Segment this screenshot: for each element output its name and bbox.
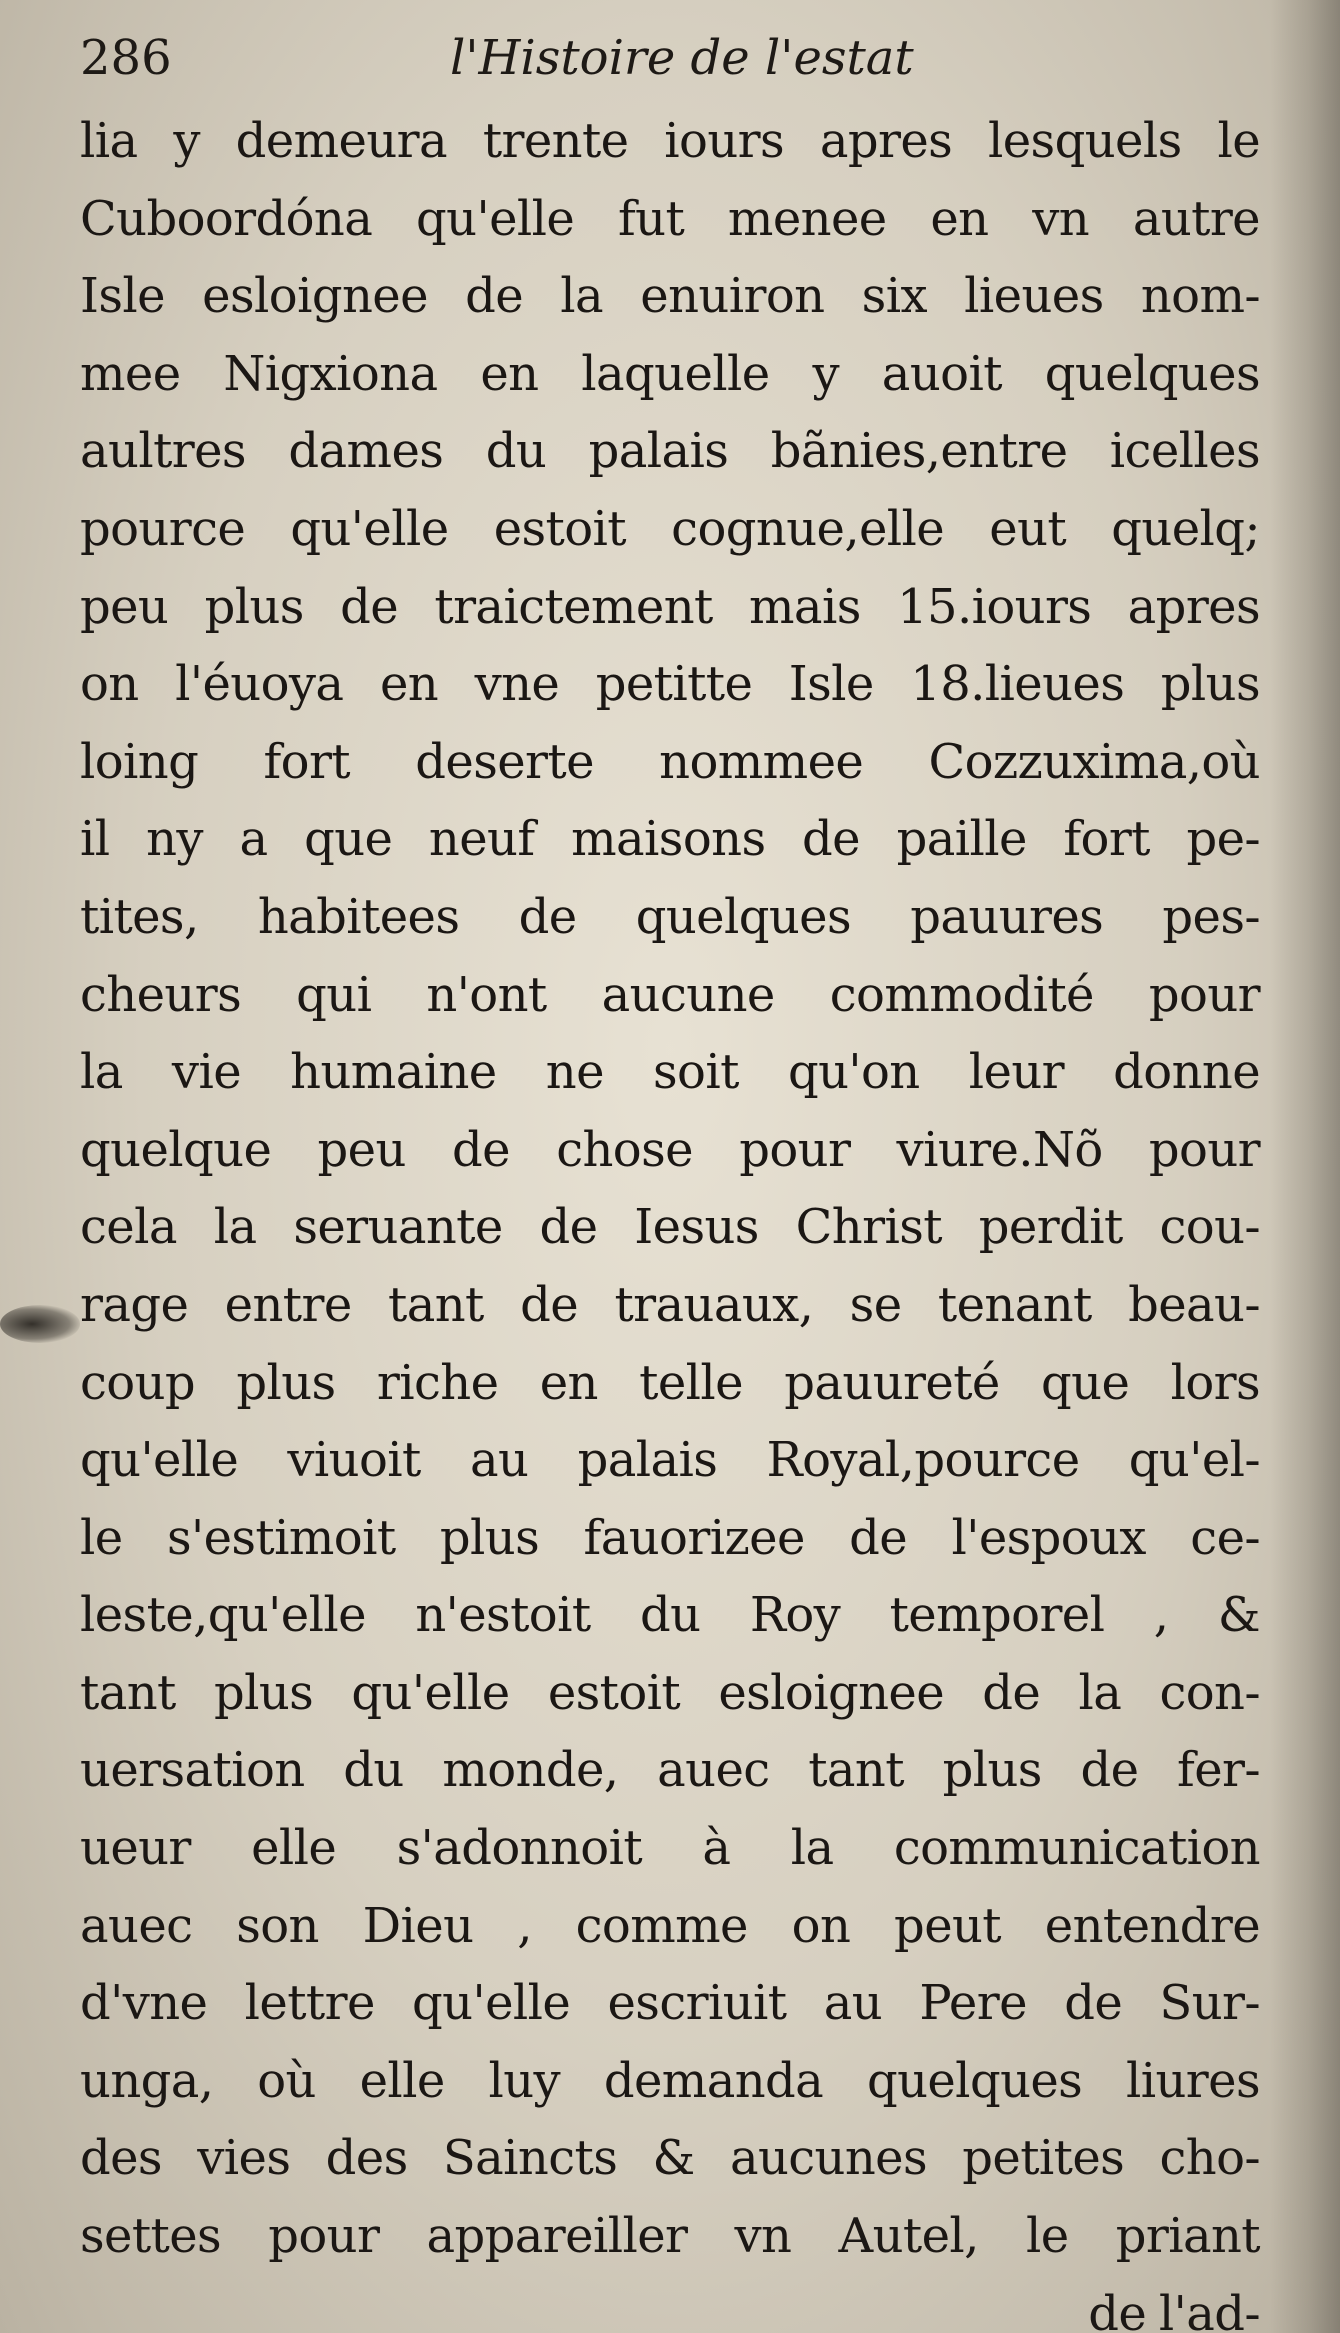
body-text bbox=[80, 103, 1260, 2333]
catchword: de l'ad- bbox=[1088, 2285, 1260, 2333]
text-line: qu'elle viuoit au palais Royal,pource qu'el- bbox=[80, 1432, 1260, 1489]
ink-blot bbox=[0, 1305, 80, 1343]
text-line: settes pour appareiller vn Autel, le priant bbox=[80, 2208, 1260, 2265]
text-line: auec son Dieu , comme on peut entendre bbox=[80, 1897, 1260, 1954]
text-line: des vies des Saincts & aucunes petites cho- bbox=[80, 2130, 1260, 2187]
running-head: l'Histoire de l'estat bbox=[450, 30, 914, 86]
text-line: tant plus qu'elle estoit esloignee de la con- bbox=[80, 1664, 1260, 1721]
text-line: quelque peu de chose pour viure.Nõ pour bbox=[80, 1121, 1260, 1178]
text-line: Cuboordóna qu'elle fut menee en vn autre bbox=[80, 190, 1260, 247]
page-number: 286 bbox=[80, 30, 172, 86]
text-line: loing fort deserte nommee Cozzuxima,où bbox=[80, 733, 1260, 790]
text-line: il ny a que neuf maisons de paille fort pe- bbox=[80, 811, 1260, 868]
text-line: coup plus riche en telle pauureté que lors bbox=[80, 1354, 1260, 1411]
text-line: peu plus de traictement mais 15.iours apres bbox=[80, 578, 1260, 635]
page-header bbox=[80, 20, 1260, 90]
text-line: ueur elle s'adonnoit à la communication bbox=[80, 1820, 1260, 1877]
text-line: mee Nigxiona en laquelle y auoit quelques bbox=[80, 345, 1260, 402]
text-line: le s'estimoit plus fauorizee de l'espoux ce- bbox=[80, 1509, 1260, 1566]
text-line: la vie humaine ne soit qu'on leur donne bbox=[80, 1044, 1260, 1101]
text-line: pource qu'elle estoit cognue,elle eut quelq; bbox=[80, 500, 1260, 557]
text-line: aultres dames du palais bãnies,entre icelles bbox=[80, 423, 1260, 480]
text-line: cheurs qui n'ont aucune commodité pour bbox=[80, 966, 1260, 1023]
text-line: lia y demeura trente iours apres lesquels le bbox=[80, 113, 1260, 169]
text-line: cela la seruante de Iesus Christ perdit cou- bbox=[80, 1199, 1260, 1256]
text-line: rage entre tant de trauaux, se tenant beau- bbox=[80, 1276, 1260, 1333]
text-line: leste,qu'elle n'estoit du Roy temporel , & bbox=[80, 1587, 1260, 1644]
text-line: Isle esloignee de la enuiron six lieues nom- bbox=[80, 268, 1260, 325]
text-line: unga, où elle luy demanda quelques liures bbox=[80, 2052, 1260, 2109]
text-line: uersation du monde, auec tant plus de fer- bbox=[80, 1742, 1260, 1799]
text-line: on l'éuoya en vne petitte Isle 18.lieues plus bbox=[80, 656, 1260, 713]
text-line: tites, habitees de quelques pauures pes- bbox=[80, 888, 1260, 945]
text-line: d'vne lettre qu'elle escriuit au Pere de Sur- bbox=[80, 1975, 1260, 2032]
